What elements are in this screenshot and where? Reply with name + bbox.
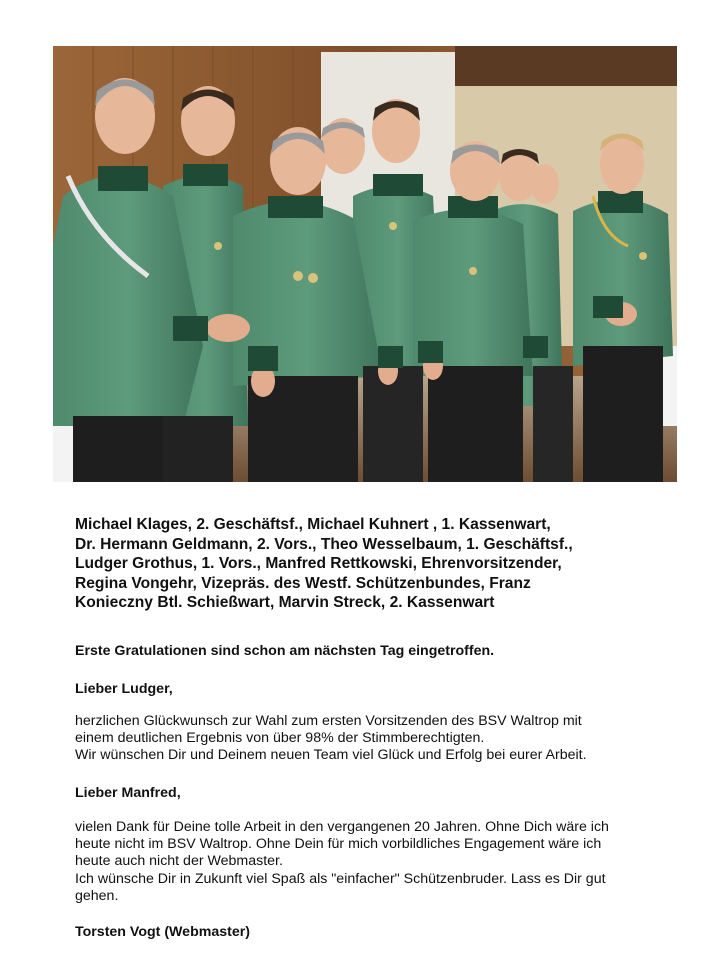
- message-manfred: [75, 819, 675, 905]
- message-line: einem deutlichen Ergebnis von über 98% der Stimmberechtigten.: [75, 730, 485, 747]
- intro-text: Erste Gratulationen sind schon am nächsten Tag eingetroffen.: [75, 643, 495, 659]
- message-line: vielen Dank für Deine tolle Arbeit in den vergangenen 20 Jahren. Ohne Dich wäre ich: [75, 819, 609, 835]
- signature: Torsten Vogt (Webmaster): [75, 924, 250, 940]
- caption-line: Regina Vongehr, Vizepräs. des Westf. Schützenbundes, Franz: [75, 574, 531, 592]
- message-line: Wir wünschen Dir und Deinem neuen Team viel Glück und Erfolg bei eurer Arbeit.: [75, 747, 587, 764]
- message-line: Ich wünsche Dir in Zukunft viel Spaß als "einfacher" Schützenbruder. Lass es Dir gut: [75, 870, 606, 887]
- greeting-manfred: Lieber Manfred,: [75, 785, 181, 801]
- caption-line: Dr. Hermann Geldmann, 2. Vors., Theo Wesselbaum, 1. Geschäftsf.,: [75, 535, 573, 553]
- photo-caption: [75, 515, 675, 613]
- message-ludger: [75, 713, 675, 765]
- caption-line: Michael Klages, 2. Geschäftsf., Michael Kuhnert , 1. Kassenwart,: [75, 516, 551, 533]
- greeting-ludger: Lieber Ludger,: [75, 681, 173, 697]
- caption-line: Konieczny Btl. Schießwart, Marvin Streck, 2. Kassenwart: [75, 594, 495, 612]
- message-line: herzlichen Glückwunsch zur Wahl zum ersten Vorsitzenden des BSV Waltrop mit: [75, 713, 582, 729]
- message-line: gehen.: [75, 887, 119, 904]
- group-photo: [53, 46, 677, 482]
- message-line: heute auch nicht der Webmaster.: [75, 853, 283, 870]
- message-line: heute nicht im BSV Waltrop. Ohne Dein für mich vorbildliches Engagement wäre ich: [75, 836, 602, 853]
- caption-line: Ludger Grothus, 1. Vors., Manfred Rettkowski, Ehrenvorsitzender,: [75, 555, 562, 573]
- group-photo-illustration: [53, 46, 677, 482]
